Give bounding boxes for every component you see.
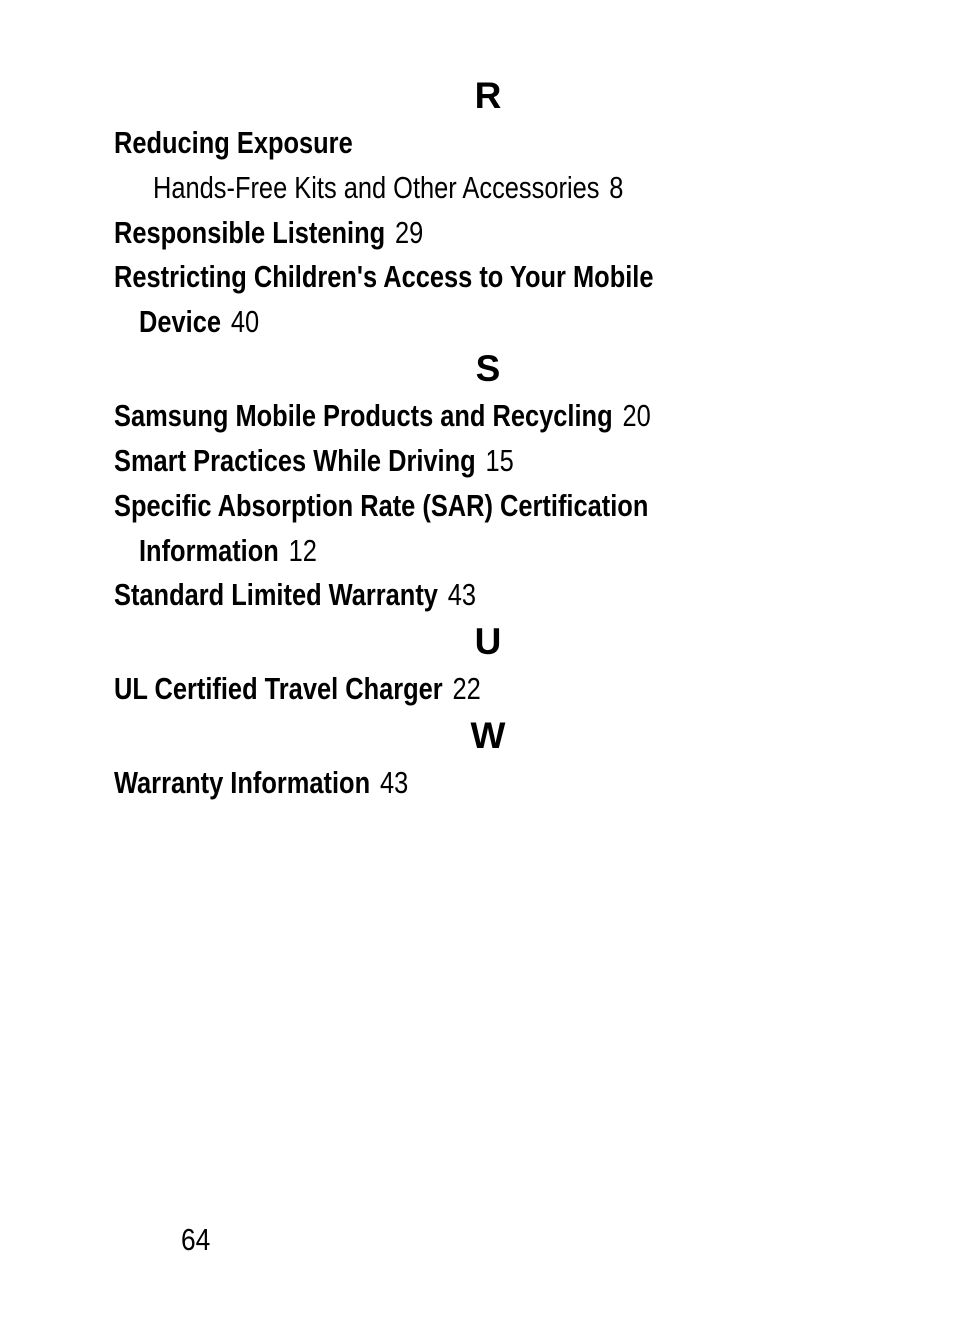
index-entry-restricting-line1	[114, 255, 654, 299]
index-term: Device	[139, 304, 221, 339]
index-page-ref[interactable]: 15	[485, 443, 514, 478]
index-term: Smart Practices While Driving	[114, 443, 476, 478]
index-page-ref[interactable]: 43	[379, 765, 409, 800]
page-number: 64	[181, 1222, 211, 1257]
section-letter-u: U	[474, 621, 502, 662]
index-term: Reducing Exposure	[114, 125, 353, 160]
index-page-ref[interactable]: 8	[609, 170, 624, 205]
index-term: Warranty Information	[114, 765, 371, 800]
index-term: Responsible Listening	[114, 215, 386, 250]
index-page-ref[interactable]: 40	[230, 304, 260, 339]
index-entry-specific-absorption-line1	[114, 484, 648, 528]
index-entry-ul-certified	[114, 667, 481, 711]
index-term: Specific Absorption Rate (SAR) Certification	[114, 488, 649, 523]
index-page-ref[interactable]: 12	[288, 533, 317, 568]
index-term: Standard Limited Warranty	[114, 577, 438, 612]
index-entry-specific-absorption-line2	[139, 529, 317, 573]
index-entry-samsung-mobile	[114, 394, 651, 438]
index-entry-responsible-listening	[114, 211, 423, 255]
index-entry-smart-practices	[114, 439, 514, 483]
section-letter-r: R	[474, 75, 502, 116]
section-letter-w: W	[470, 715, 506, 756]
index-entry-restricting-line2	[139, 300, 259, 344]
index-term: Restricting Children's Access to Your Mobile	[114, 259, 654, 294]
index-entry-standard-warranty	[114, 573, 476, 617]
index-subentry-hands-free	[153, 166, 623, 210]
section-letter-s: S	[475, 348, 501, 389]
index-entry-warranty-information	[114, 761, 408, 805]
index-page-ref[interactable]: 22	[452, 671, 481, 706]
index-page-ref[interactable]: 43	[447, 577, 477, 612]
index-term: Information	[139, 533, 279, 568]
index-term: Hands-Free Kits and Other Accessories	[153, 170, 600, 205]
index-page-ref[interactable]: 29	[395, 215, 424, 250]
index-term: Samsung Mobile Products and Recycling	[114, 398, 613, 433]
index-entry-reducing-exposure	[114, 121, 353, 165]
index-term: UL Certified Travel Charger	[114, 671, 443, 706]
index-page-ref[interactable]: 20	[622, 398, 651, 433]
